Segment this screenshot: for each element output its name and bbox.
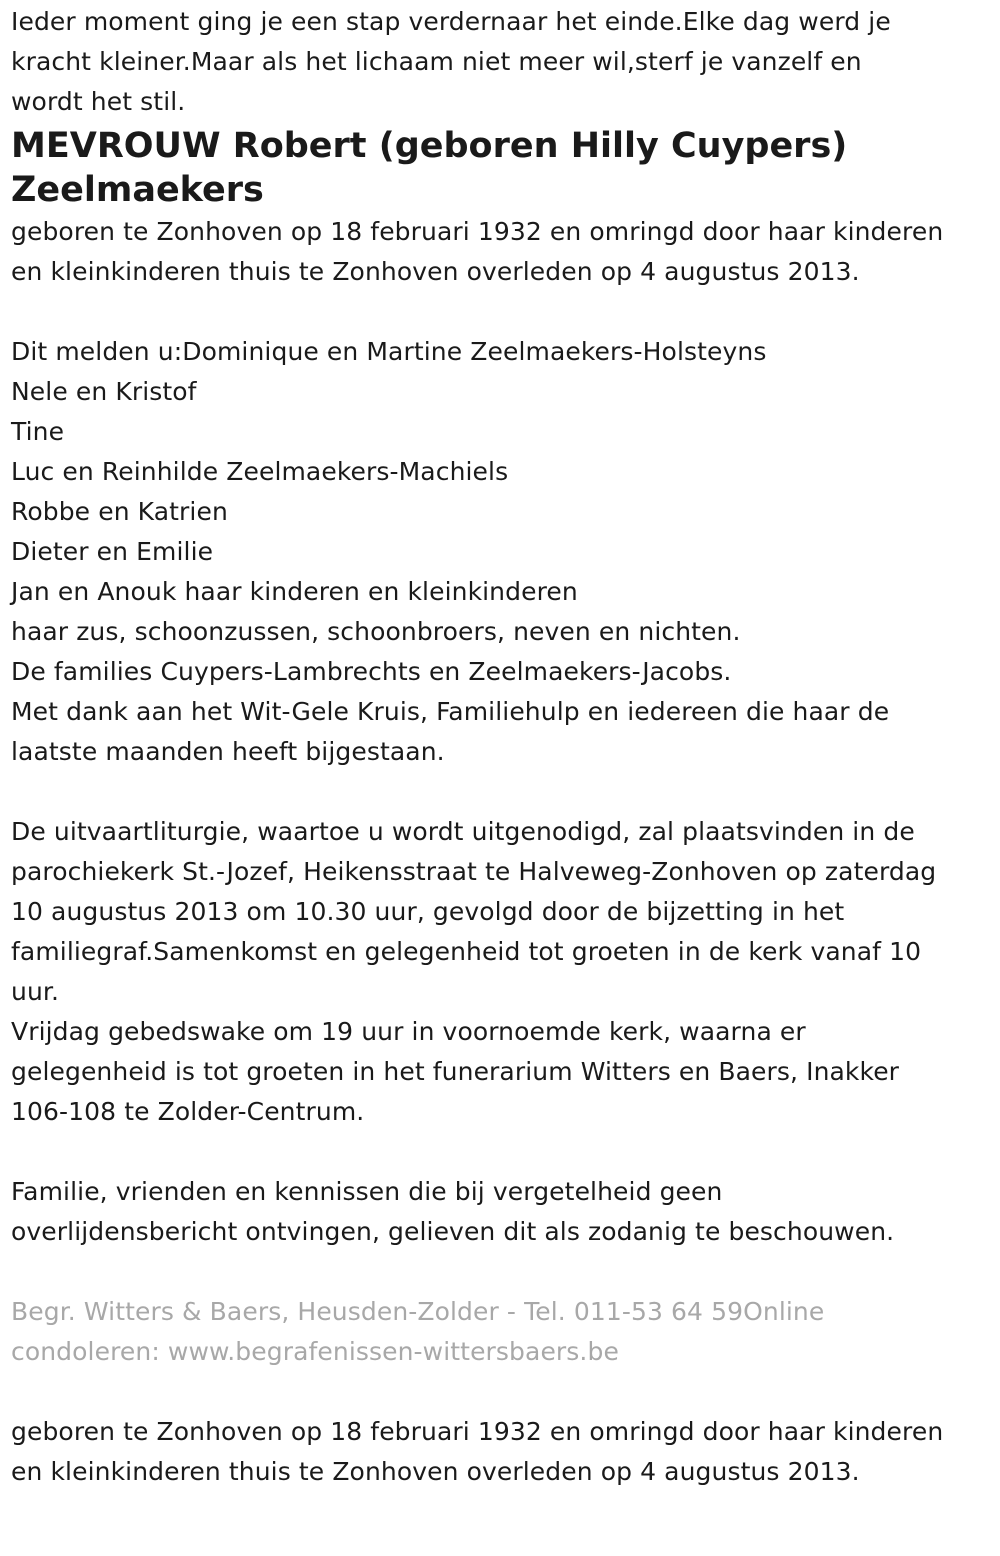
undertaker-contact: [11, 1292, 990, 1372]
birth-death-repeat: [11, 1412, 990, 1492]
undertaker-line: condoleren: www.begrafenissen-wittersbaers.be: [11, 1337, 619, 1366]
funeral-line: 10 augustus 2013 om 10.30 uur, gevolgd door de bijzetting in het: [11, 897, 845, 926]
family-line: haar zus, schoonzussen, schoonbroers, neven en nichten.: [11, 617, 741, 646]
intro-line: kracht kleiner.Maar als het lichaam niet meer wil,sterf je vanzelf en: [11, 47, 862, 76]
family-line: Tine: [11, 417, 65, 446]
deceased-name-title: [11, 124, 990, 212]
family-line: Nele en Kristof: [11, 377, 197, 406]
funeral-line: Vrijdag gebedswake om 19 uur in voornoemde kerk, waarna er: [11, 1017, 806, 1046]
notice-line: overlijdensbericht ontvingen, gelieven dit als zodanig te beschouwen.: [11, 1217, 895, 1246]
birth-repeat-line: en kleinkinderen thuis te Zonhoven overleden op 4 augustus 2013.: [11, 1457, 860, 1486]
funeral-line: De uitvaartliturgie, waartoe u wordt uitgenodigd, zal plaatsvinden in de: [11, 817, 915, 846]
family-line: Luc en Reinhilde Zeelmaekers-Machiels: [11, 457, 509, 486]
family-line: Jan en Anouk haar kinderen en kleinkinderen: [11, 577, 578, 606]
intro-line: wordt het stil.: [11, 87, 186, 116]
birth-line: en kleinkinderen thuis te Zonhoven overleden op 4 augustus 2013.: [11, 257, 860, 286]
funeral-line: parochiekerk St.-Jozef, Heikensstraat te Halveweg-Zonhoven op zaterdag: [11, 857, 937, 886]
funeral-line: 106-108 te Zolder-Centrum.: [11, 1097, 365, 1126]
funeral-line: gelegenheid is tot groeten in het funerarium Witters en Baers, Inakker: [11, 1057, 900, 1086]
family-line: De families Cuypers-Lambrechts en Zeelmaekers-Jacobs.: [11, 657, 732, 686]
intro-poem: [11, 0, 990, 122]
title-line: MEVROUW Robert (geboren Hilly Cuypers): [11, 126, 848, 166]
family-line: Met dank aan het Wit-Gele Kruis, Familiehulp en iedereen die haar de: [11, 697, 890, 726]
funeral-line: uur.: [11, 977, 60, 1006]
family-paragraph: [11, 332, 990, 772]
family-line: Dit melden u:Dominique en Martine Zeelmaekers-Holsteyns: [11, 337, 767, 366]
notice-paragraph: [11, 1172, 990, 1252]
birth-line: geboren te Zonhoven op 18 februari 1932 en omringd door haar kinderen: [11, 217, 944, 246]
title-line: Zeelmaekers: [11, 170, 264, 210]
family-line: Dieter en Emilie: [11, 537, 214, 566]
family-line: Robbe en Katrien: [11, 497, 228, 526]
intro-line: Ieder moment ging je een stap verdernaar het einde.Elke dag werd je: [11, 7, 891, 36]
birth-death-paragraph: [11, 212, 990, 292]
funeral-line: familiegraf.Samenkomst en gelegenheid tot groeten in de kerk vanaf 10: [11, 937, 922, 966]
birth-repeat-line: geboren te Zonhoven op 18 februari 1932 en omringd door haar kinderen: [11, 1417, 944, 1446]
funeral-paragraph: [11, 812, 990, 1132]
notice-line: Familie, vrienden en kennissen die bij vergetelheid geen: [11, 1177, 723, 1206]
undertaker-line: Begr. Witters & Baers, Heusden-Zolder - Tel. 011-53 64 59Online: [11, 1297, 825, 1326]
family-line: laatste maanden heeft bijgestaan.: [11, 737, 445, 766]
